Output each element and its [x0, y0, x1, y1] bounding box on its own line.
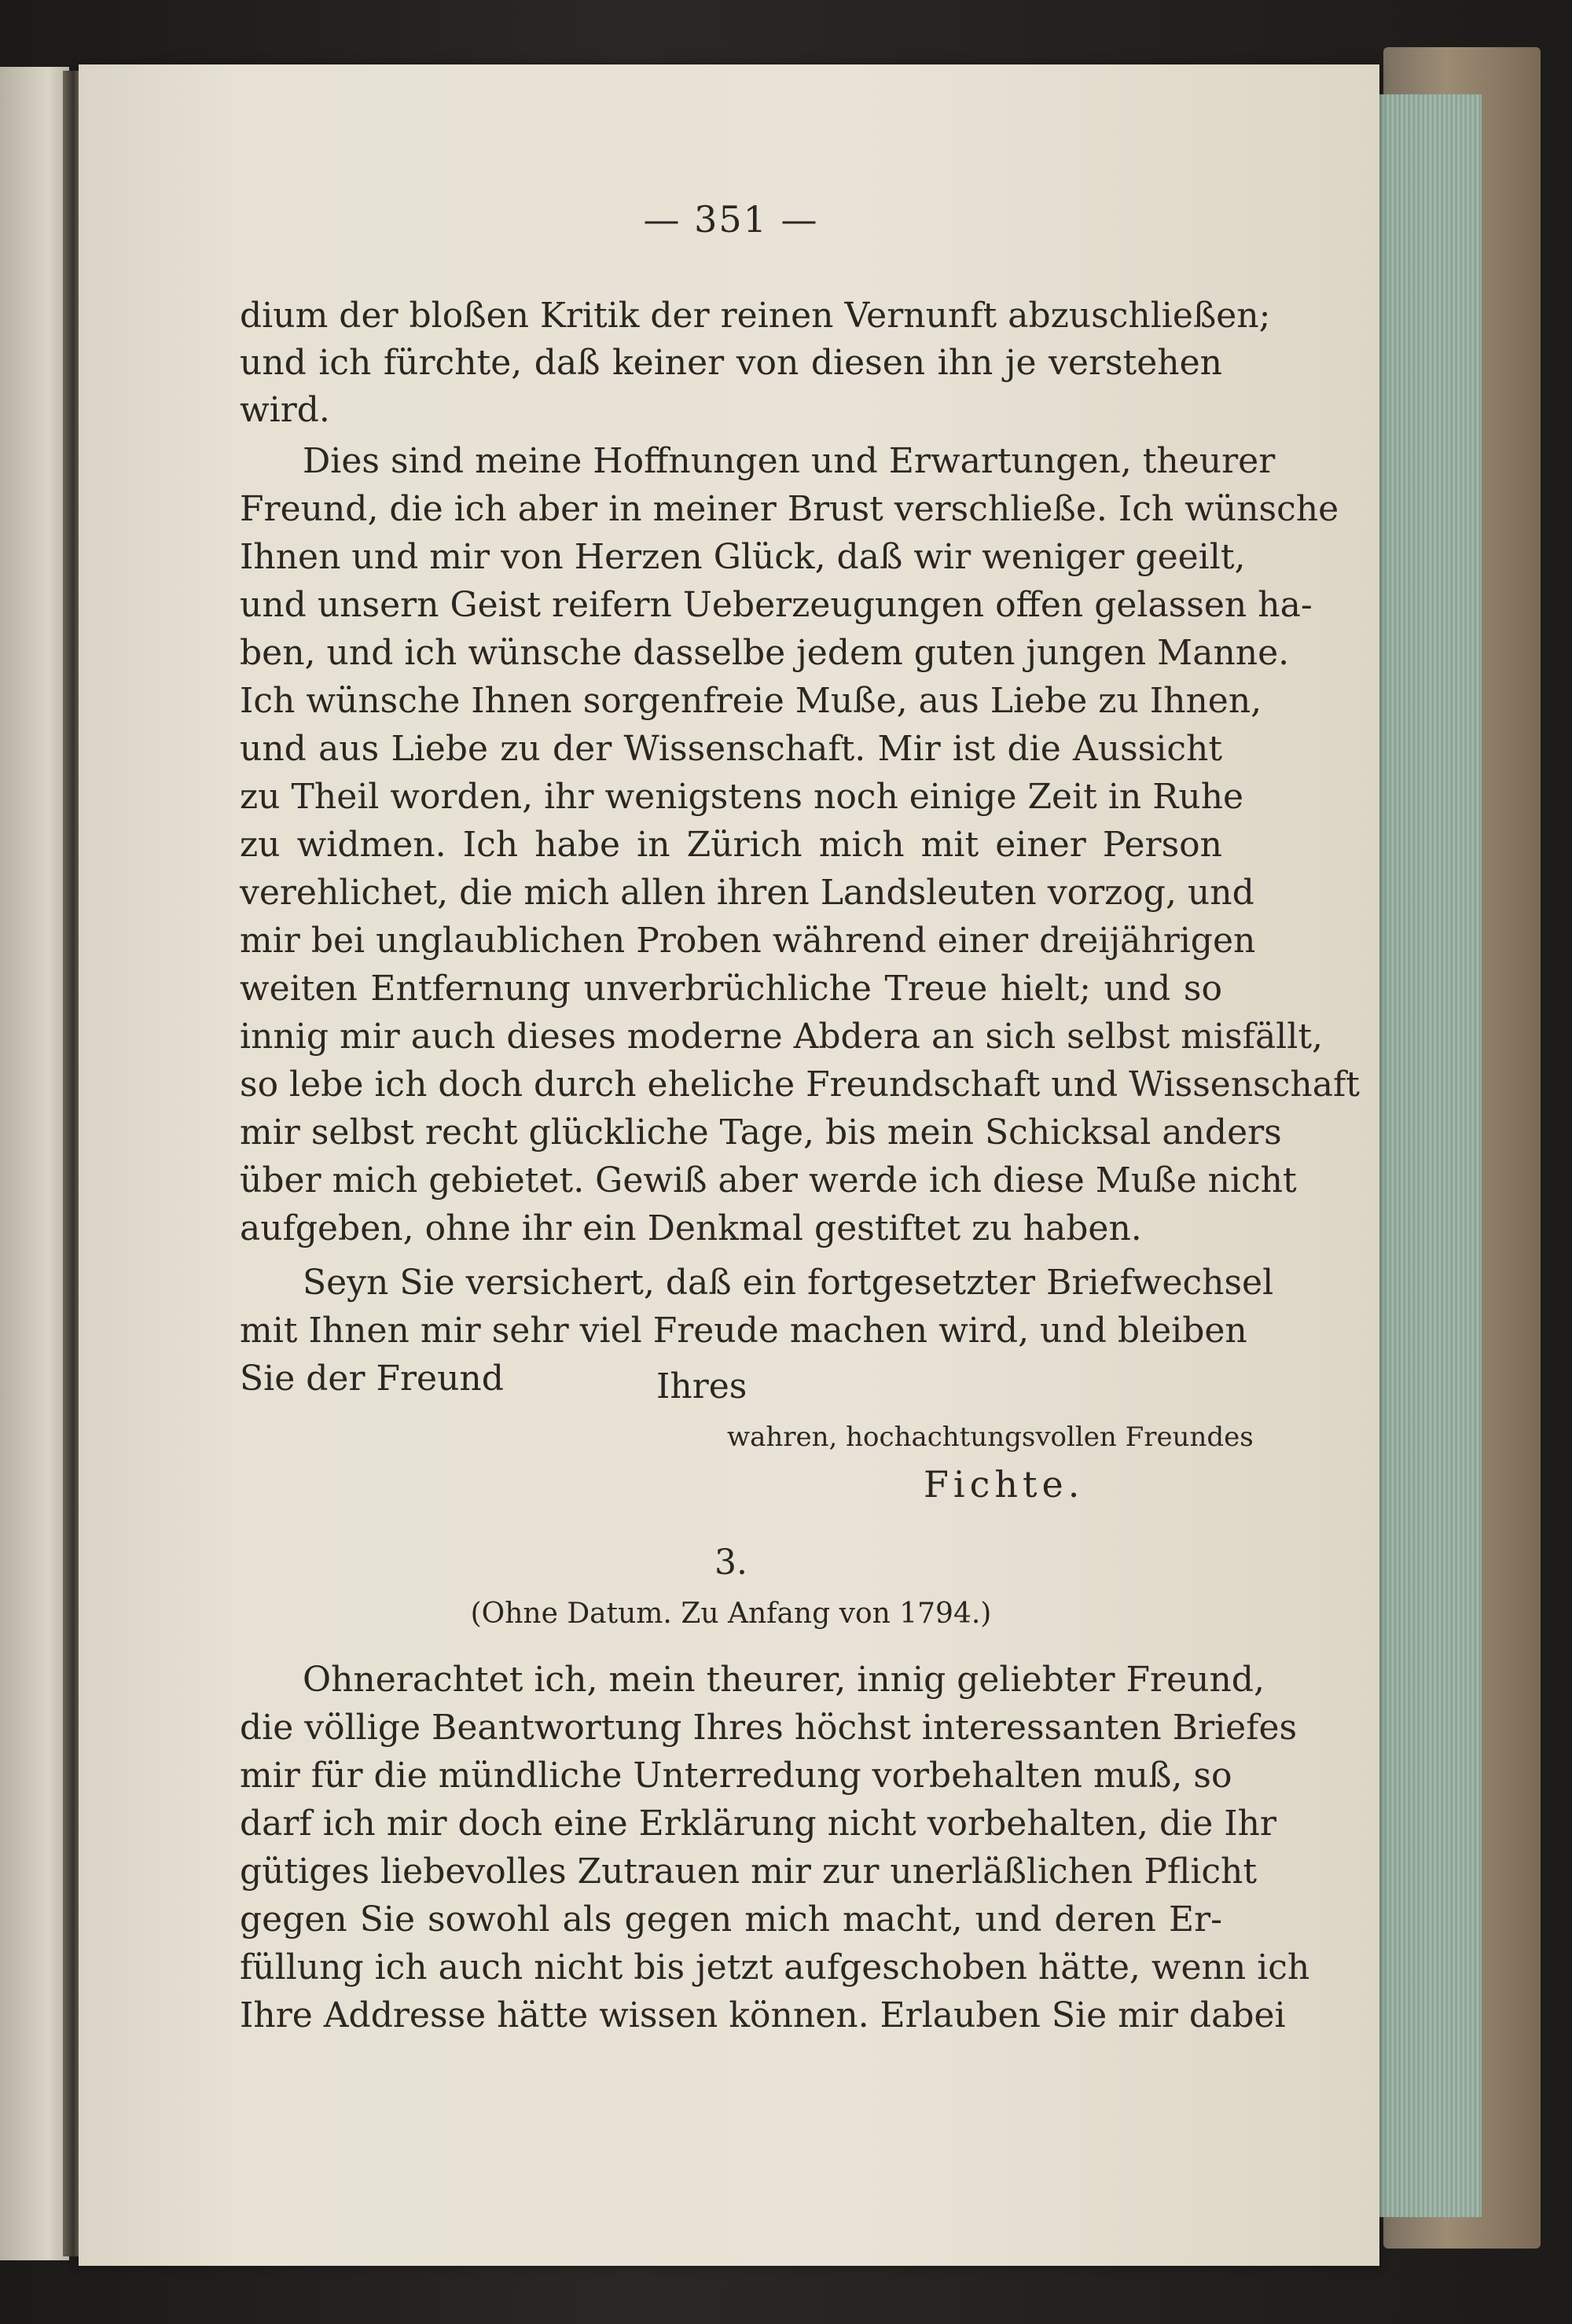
text-line: und aus Liebe zu der Wissenschaft. Mir ist die Aussicht — [240, 729, 1222, 769]
text-line: mir bei unglaublichen Proben während einer dreijährigen — [240, 921, 1256, 961]
letter-dateline: (Ohne Datum. Zu Anfang von 1794.) — [470, 1598, 992, 1630]
text-line: wird. — [240, 390, 330, 430]
text-line: über mich gebietet. Gewiß aber werde ich diese Muße nicht — [240, 1160, 1297, 1201]
text-line: füllung ich auch nicht bis jetzt aufgeschoben hätte, wenn ich — [240, 1947, 1310, 1988]
text-line: zu Theil worden, ihr wenigstens noch einige Zeit in Ruhe — [240, 777, 1244, 817]
text-line: mir für die mündliche Unterredung vorbehalten muß, so — [240, 1756, 1232, 1796]
text-line: mir selbst recht glückliche Tage, bis mein Schicksal anders — [240, 1112, 1282, 1153]
text-line: Ihre Addresse hätte wissen können. Erlauben Sie mir dabei — [240, 1995, 1286, 2035]
closing-salutation: Ihres — [656, 1366, 747, 1407]
text-line: Ohnerachtet ich, mein theurer, innig geliebter Freund, — [303, 1660, 1265, 1700]
text-line: die völlige Beantwortung Ihres höchst interessanten Briefes — [240, 1708, 1298, 1748]
text-line: Seyn Sie versichert, daß ein fortgesetzter Briefwechsel — [303, 1263, 1274, 1303]
closing-subtitle: wahren, hochachtungsvollen Freundes — [727, 1421, 1254, 1453]
text-line: aufgeben, ohne ihr ein Denkmal gestiftet zu haben. — [240, 1208, 1142, 1248]
text-line: zu widmen. Ich habe in Zürich mich mit einer Person — [240, 825, 1222, 865]
page-edges — [1372, 94, 1482, 2217]
text-line: innig mir auch dieses moderne Abdera an sich selbst misfällt, — [240, 1017, 1323, 1057]
text-line: und unsern Geist reifern Ueberzeugungen offen gelassen ha- — [240, 585, 1313, 625]
text-line: weiten Entfernung unverbrüchliche Treue hielt; und so — [240, 969, 1222, 1009]
section-number: 3. — [714, 1543, 747, 1583]
text-line: verehlichet, die mich allen ihren Landsleuten vorzog, und — [240, 873, 1254, 913]
text-line: darf ich mir doch eine Erklärung nicht vorbehalten, die Ihr — [240, 1804, 1276, 1844]
text-line: und ich fürchte, daß keiner von diesen ihn je verstehen — [240, 343, 1222, 383]
text-line: Freund, die ich aber in meiner Brust verschließe. Ich wünsche — [240, 489, 1339, 529]
text-line: Ich wünsche Ihnen sorgenfreie Muße, aus Liebe zu Ihnen, — [240, 681, 1262, 721]
page-number-header: — 351 — — [643, 198, 819, 241]
text-line: ben, und ich wünsche dasselbe jedem guten jungen Manne. — [240, 633, 1290, 673]
text-line: mit Ihnen mir sehr viel Freude machen wird, und bleiben — [240, 1311, 1247, 1351]
signature-name: Fichte. — [924, 1463, 1085, 1506]
closing-phrase: Sie der Freund — [240, 1359, 504, 1399]
text-line: gegen Sie sowohl als gegen mich macht, und deren Er- — [240, 1899, 1222, 1940]
text-line: so lebe ich doch durch eheliche Freundschaft und Wissenschaft — [240, 1065, 1360, 1105]
text-line: Dies sind meine Hoffnungen und Erwartungen, theurer — [303, 441, 1276, 481]
facing-page — [0, 67, 69, 2260]
text-line: Ihnen und mir von Herzen Glück, daß wir weniger geeilt, — [240, 537, 1246, 577]
book-page — [79, 64, 1379, 2266]
text-line: dium der bloßen Kritik der reinen Vernunft abzuschließen; — [240, 296, 1271, 336]
text-line: gütiges liebevolles Zutrauen mir zur unerläßlichen Pflicht — [240, 1851, 1258, 1892]
